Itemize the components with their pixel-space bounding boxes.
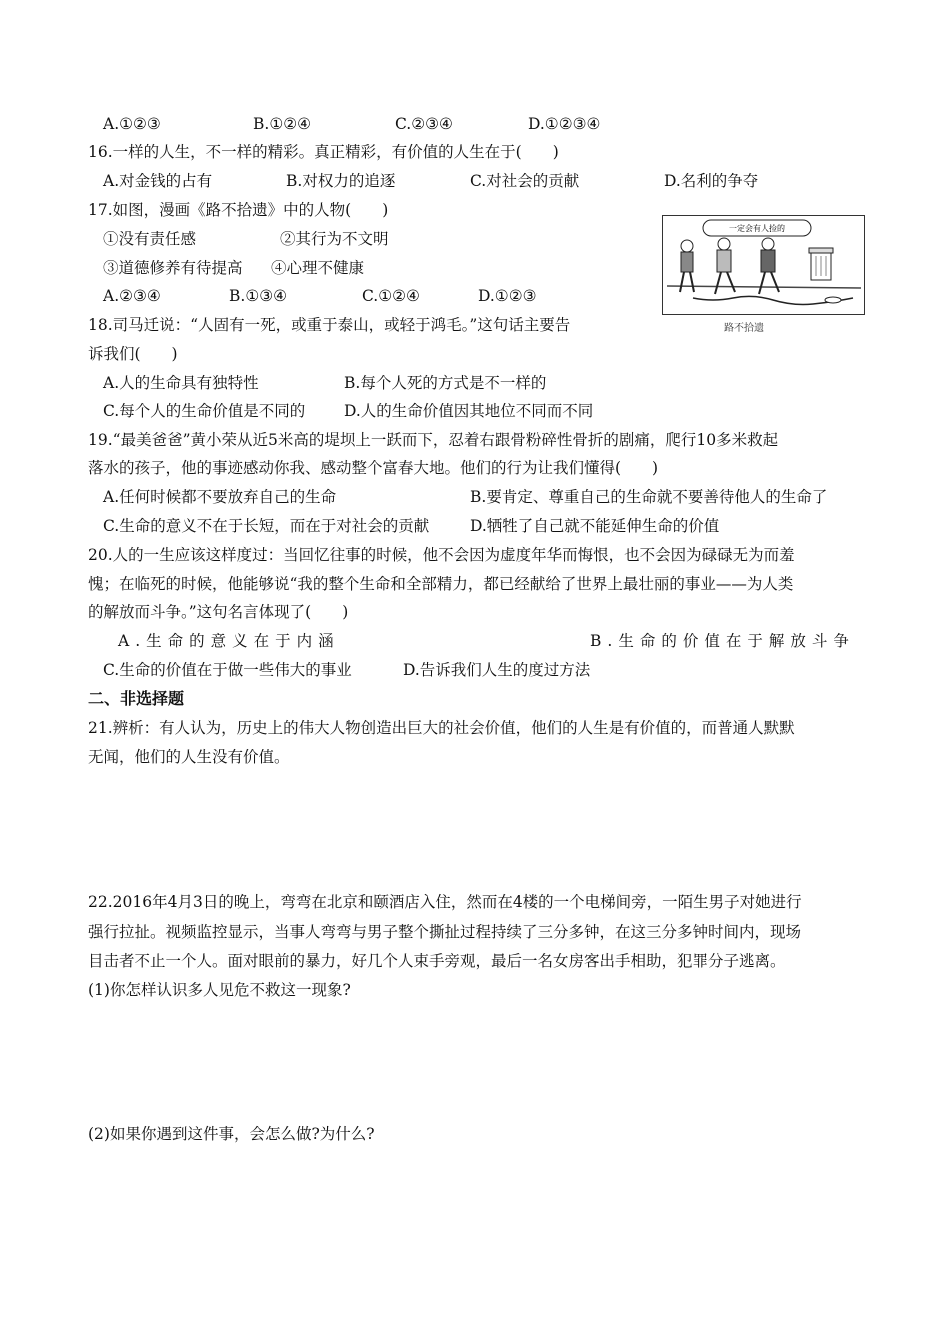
q19-option-c: C.生命的意义不在于长短，而在于对社会的贡献 bbox=[103, 517, 430, 535]
q17-statement-1: ①没有责任感 bbox=[103, 230, 197, 248]
q16-option-b: B.对权力的追逐 bbox=[286, 172, 396, 190]
q20-option-b: B.生命的价值在于解放斗争 bbox=[590, 632, 855, 650]
q15-option-b: B.①②④ bbox=[253, 115, 312, 133]
cartoon-illustration bbox=[662, 215, 865, 315]
q20-option-c: C.生命的价值在于做一些伟大的事业 bbox=[103, 661, 352, 679]
q17-option-c: C.①②④ bbox=[362, 287, 420, 305]
q22-sub-question-1: (1)你怎样认识多人见危不救这一现象? bbox=[88, 981, 351, 999]
q15-option-d: D.①②③④ bbox=[528, 115, 601, 133]
cartoon-caption: 路不拾遗 bbox=[724, 323, 764, 334]
q22-line1: 22.2016年4月3日的晚上，弯弯在北京和颐酒店入住，然而在4楼的一个电梯间旁，一陌生男子对她进行 bbox=[88, 893, 802, 911]
q17-option-d: D.①②③ bbox=[478, 287, 537, 305]
q15-option-c: C.②③④ bbox=[395, 115, 453, 133]
q16-option-d: D.名利的争夺 bbox=[664, 172, 759, 190]
q22-line3: 目击者不止一个人。面对眼前的暴力，好几个人束手旁观，最后一名女房客出手相助，犯罪分子逃离。 bbox=[88, 952, 786, 970]
q18-stem-line1: 18.司马迁说：“人固有一死，或重于泰山，或轻于鸿毛。”这句话主要告 bbox=[88, 316, 571, 334]
q16-stem: 16.一样的人生，不一样的精彩。真正精彩，有价值的人生在于( ) bbox=[88, 143, 559, 161]
q19-stem-line2: 落水的孩子，他的事迹感动你我、感动整个富春大地。他们的行为让我们懂得( ) bbox=[88, 459, 659, 477]
q17-statement-3: ③道德修养有待提高 bbox=[103, 259, 243, 277]
q17-option-b: B.①③④ bbox=[229, 287, 288, 305]
q22-line2: 强行拉扯。视频监控显示，当事人弯弯与男子整个撕扯过程持续了三分多钟，在这三分多钟时间内，现场 bbox=[88, 923, 802, 941]
q21-line2: 无闻，他们的人生没有价值。 bbox=[88, 748, 290, 766]
q17-statement-4: ④心理不健康 bbox=[271, 259, 365, 277]
q21-line1: 21.辨析：有人认为，历史上的伟大人物创造出巨大的社会价值，他们的人生是有价值的，而普通人默默 bbox=[88, 719, 795, 737]
q20-option-a: A.生命的意义在于内涵 bbox=[118, 632, 340, 650]
q20-option-d: D.告诉我们人生的度过方法 bbox=[403, 661, 591, 679]
cartoon-bubble-text: 一定会有人捡的 bbox=[729, 224, 785, 233]
q20-stem-line3: 的解放而斗争。”这句名言体现了( ) bbox=[88, 603, 349, 621]
q18-option-b: B.每个人死的方式是不一样的 bbox=[344, 374, 547, 392]
q16-option-c: C.对社会的贡献 bbox=[470, 172, 580, 190]
q22-sub-question-2: (2)如果你遇到这件事，会怎么做?为什么? bbox=[88, 1125, 375, 1143]
q20-stem-line2: 愧；在临死的时候，他能够说“我的整个生命和全部精力，都已经献给了世界上最壮丽的事业——为人类 bbox=[88, 575, 794, 593]
q19-option-a: A.任何时候都不要放弃自己的生命 bbox=[103, 488, 337, 506]
q18-option-a: A.人的生命具有独特性 bbox=[103, 374, 259, 392]
q15-option-a: A.①②③ bbox=[103, 115, 161, 133]
q19-option-b: B.要肯定、尊重自己的生命就不要善待他人的生命了 bbox=[470, 488, 828, 506]
q19-option-d: D.牺牲了自己就不能延伸生命的价值 bbox=[470, 517, 720, 535]
q17-stem: 17.如图，漫画《路不拾遗》中的人物( ) bbox=[88, 201, 389, 219]
q18-stem-line2: 诉我们( ) bbox=[88, 345, 178, 363]
section-heading: 二、非选择题 bbox=[88, 689, 185, 708]
q18-option-d: D.人的生命价值因其地位不同而不同 bbox=[344, 402, 594, 420]
q16-option-a: A.对金钱的占有 bbox=[103, 172, 213, 190]
q17-statement-2: ②其行为不文明 bbox=[280, 230, 389, 248]
q20-stem-line1: 20.人的一生应该这样度过：当回忆往事的时候，他不会因为虚度年华而悔恨，也不会因为碌碌无为而羞 bbox=[88, 546, 795, 564]
q17-option-a: A.②③④ bbox=[103, 287, 161, 305]
q18-option-c: C.每个人的生命价值是不同的 bbox=[103, 402, 306, 420]
q19-stem-line1: 19.“最美爸爸”黄小荣从近5米高的堤坝上一跃而下，忍着右跟骨粉碎性骨折的剧痛，爬行10多米救起 bbox=[88, 431, 779, 449]
